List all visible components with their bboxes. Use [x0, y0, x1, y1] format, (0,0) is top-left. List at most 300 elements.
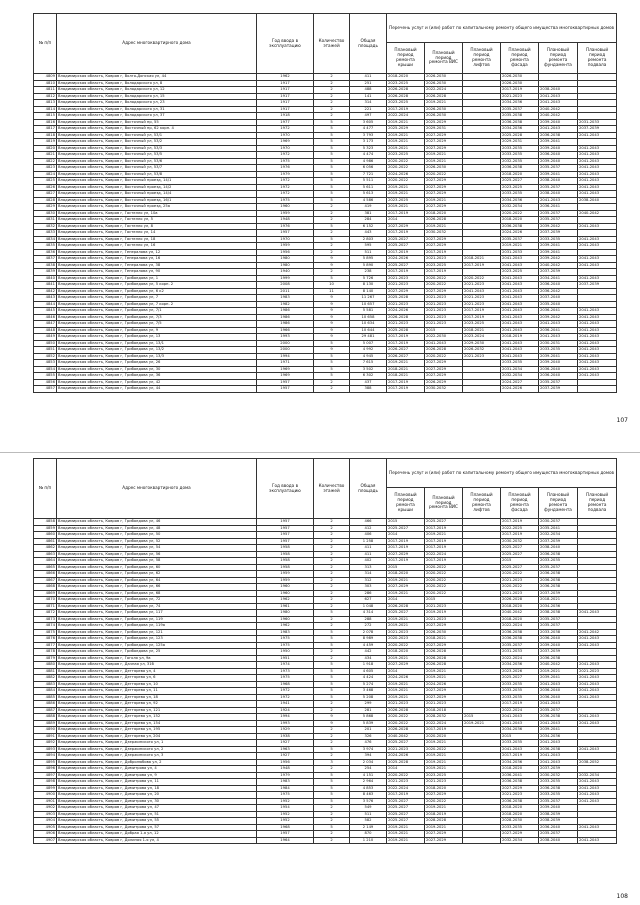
cell-year: 1970: [257, 132, 314, 139]
cell-foundation: 2035-2037: [539, 616, 578, 623]
cell-floors: 5: [314, 139, 350, 146]
cell-vis: 2026-2028: [425, 347, 463, 354]
cell-year: 1927: [257, 753, 314, 760]
cell-facade: 2018-2020: [501, 805, 539, 812]
cell-num: 4837: [34, 256, 57, 263]
cell-facade: 2041-2043: [501, 347, 539, 354]
cell-roof: 2023-2025: [387, 152, 425, 159]
cell-vis: 2021-2023: [425, 701, 463, 708]
cell-roof: 2026-2028: [387, 87, 425, 94]
cell-num: 4831: [34, 217, 57, 224]
cell-floors: 5: [314, 662, 350, 669]
cell-roof: 2014: [387, 217, 425, 224]
cell-basement: 2037-2039: [578, 126, 617, 133]
cell-foundation: 2036-2038: [539, 551, 578, 558]
header-basement: Плановый период ремонта подвала: [578, 488, 617, 519]
cell-lifts: 2017-2019: [463, 314, 501, 321]
cell-num: 4905: [34, 824, 57, 831]
cell-num: 4879: [34, 655, 57, 662]
cell-year: 1975: [257, 197, 314, 204]
cell-roof: 2019-2021: [387, 577, 425, 584]
cell-area: 5 274: [350, 681, 387, 688]
cell-foundation: 2041-2043: [539, 701, 578, 708]
cell-num: 4864: [34, 558, 57, 565]
cell-address: Владимирская область, Ковров г, Грибоедова ул, 121: [57, 629, 257, 636]
cell-address: Владимирская область, Ковров г, Дегтярева ул, 10: [57, 681, 257, 688]
cell-roof: 2025-2029: [387, 126, 425, 133]
cell-address: Владимирская область, Ковров г, Грибоедова ул, 13/1: [57, 340, 257, 347]
cell-floors: 2: [314, 386, 350, 393]
cell-address: Владимирская область, Ковров г, Грибоедова ул, 36: [57, 373, 257, 380]
cell-address: Владимирская область, Ковров г, Грибоедова ул, 13/2: [57, 347, 257, 354]
cell-roof: 2026-2028: [387, 93, 425, 100]
cell-facade: 2033-2035: [501, 145, 539, 152]
cell-area: 8 130: [350, 282, 387, 289]
cell-year: 1957: [257, 230, 314, 237]
cell-floors: 2: [314, 551, 350, 558]
cell-num: 4820: [34, 145, 57, 152]
cell-floors: 5: [314, 360, 350, 367]
cell-area: 288: [350, 616, 387, 623]
cell-address: Владимирская область, Ковров г, Грибоедова ул, 125а: [57, 642, 257, 649]
cell-address: Владимирская область, Ковров г, Грибоедова ул, 7 корп. 2: [57, 301, 257, 308]
cell-vis: 2025-2027: [425, 519, 463, 526]
header-year: Год ввода в эксплуатацию: [257, 459, 314, 519]
cell-address: Владимирская область, Ковров г, Грибоедова ул, 7/5: [57, 321, 257, 328]
cell-num: 4883: [34, 681, 57, 688]
cell-vis: 2027-2029: [425, 288, 463, 295]
cell-vis: 2026-2028: [425, 649, 463, 656]
cell-address: Владимирская область, Ковров г, Грибоедова ул, 72: [57, 597, 257, 604]
cell-facade: 2021-2023: [501, 792, 539, 799]
cell-year: 1970: [257, 236, 314, 243]
cell-address: Владимирская область, Ковров г, Восточный ул, 53/5: [57, 152, 257, 159]
cell-foundation: 2038-2040: [539, 191, 578, 198]
cell-foundation: 2036-2038: [539, 785, 578, 792]
cell-num: 4861: [34, 538, 57, 545]
cell-foundation: 2037-2040: [539, 295, 578, 302]
cell-roof: 2019-2021: [387, 688, 425, 695]
cell-facade: 2034-2036: [501, 126, 539, 133]
cell-address: Владимирская область, Ковров г, Восточный проезд, 14/4: [57, 191, 257, 198]
cell-year: 1958: [257, 551, 314, 558]
cell-roof: 2018-2021: [387, 373, 425, 380]
cell-floors: 9: [314, 295, 350, 302]
cell-roof: 2019-2021: [387, 831, 425, 838]
cell-vis: 2021-2023: [425, 308, 463, 315]
cell-basement: 2041-2043: [578, 720, 617, 727]
cell-address: Владимирская область, Ковров г, Грибоедова ул, 62: [57, 571, 257, 578]
cell-foundation: 2038-2040: [539, 178, 578, 185]
cell-foundation: 2034-2036: [539, 603, 578, 610]
cell-vis: 2018-2020: [425, 210, 463, 217]
cell-num: 4833: [34, 230, 57, 237]
cell-foundation: 2036-2038: [539, 714, 578, 721]
cell-area: 3 974: [350, 746, 387, 753]
cell-year: 1938: [257, 733, 314, 740]
cell-floors: 5: [314, 165, 350, 172]
cell-facade: 2032-2034: [501, 837, 539, 844]
cell-vis: 2021-2023: [425, 256, 463, 263]
cell-roof: 2027-2029: [387, 223, 425, 230]
cell-basement: 2041-2043: [578, 171, 617, 178]
cell-year: 1966: [257, 327, 314, 334]
cell-address: Владимирская область, Ковров г, Димитрова ул, 18: [57, 785, 257, 792]
cell-year: 1957: [257, 831, 314, 838]
cell-basement: 2040-2042: [578, 210, 617, 217]
cell-vis: 2019-2021: [425, 740, 463, 747]
cell-roof: 2021-2023: [387, 282, 425, 289]
cell-num: 4846: [34, 314, 57, 321]
cell-vis: 2026-2030: [425, 74, 463, 81]
cell-address: Владимирская область, Ковров г, Грибоедова ул, 74: [57, 603, 257, 610]
cell-roof: 2024-2026: [387, 171, 425, 178]
cell-year: 1960: [257, 584, 314, 591]
cell-area: 2 034: [350, 759, 387, 766]
cell-facade: 2032-2034: [501, 204, 539, 211]
cell-year: 1948: [257, 217, 314, 224]
cell-area: 201: [350, 727, 387, 734]
cell-floors: 9: [314, 334, 350, 341]
cell-address: Владимирская область, Ковров г, Грибоедова ул, 58: [57, 558, 257, 565]
cell-year: 1972: [257, 184, 314, 191]
cell-area: 5 839: [350, 720, 387, 727]
cell-vis: 2020-2022: [425, 798, 463, 805]
cell-vis: 2020-2022: [425, 577, 463, 584]
cell-roof: 2026-2028: [387, 314, 425, 321]
cell-floors: 5: [314, 366, 350, 373]
cell-area: 4 586: [350, 197, 387, 204]
cell-area: 497: [350, 113, 387, 120]
cell-vis: 2017-2019: [425, 249, 463, 256]
cell-roof: 2021-2023: [387, 301, 425, 308]
cell-address: Владимирская область, Ковров г, Грибоедова ул, 13: [57, 334, 257, 341]
cell-foundation: 2036-2042: [539, 288, 578, 295]
cell-vis: 2027-2029: [425, 831, 463, 838]
cell-basement: 2041-2043: [578, 792, 617, 799]
cell-num: 4814: [34, 106, 57, 113]
cell-roof: 2025-2027: [387, 805, 425, 812]
cell-foundation: 2035-2037: [539, 564, 578, 571]
cell-year: 1993: [257, 334, 314, 341]
cell-address: Владимирская область, Ковров г, Восточный ул, 53/2: [57, 139, 257, 146]
cell-floors: 2: [314, 584, 350, 591]
cell-num: 4872: [34, 610, 57, 617]
cell-facade: 2035-2037: [501, 236, 539, 243]
cell-basement: 2041-2043: [578, 837, 617, 844]
cell-area: 419: [350, 204, 387, 211]
cell-address: Владимирская область, Ковров г, Дегтярева ул, 4: [57, 668, 257, 675]
cell-roof: 2020-2022: [387, 158, 425, 165]
cell-floors: 5: [314, 824, 350, 831]
header-roof: Плановый период ремонта крыши: [387, 488, 425, 519]
cell-roof: 2025-2027: [387, 818, 425, 825]
cell-facade: 2041-2043: [501, 262, 539, 269]
cell-area: 412: [350, 525, 387, 532]
cell-roof: 2025-2028: [387, 327, 425, 334]
cell-roof: 2020-2022: [387, 642, 425, 649]
cell-num: 4901: [34, 798, 57, 805]
cell-floors: 5: [314, 636, 350, 643]
cell-year: 1974: [257, 662, 314, 669]
cell-num: 4821: [34, 152, 57, 159]
cell-area: 434: [350, 655, 387, 662]
cell-lifts: 2020-2022: [463, 275, 501, 282]
cell-foundation: 2039-2040: [539, 119, 578, 126]
cell-facade: 2017-2019: [501, 532, 539, 539]
cell-year: 1975: [257, 675, 314, 682]
cell-area: 4 314: [350, 610, 387, 617]
cell-year: 1962: [257, 74, 314, 81]
cell-roof: 2014: [387, 668, 425, 675]
header-work-group: Перечень услуг и (или) работ по капитальному ремонту общего имущества многоквартирных домов: [387, 459, 617, 488]
cell-foundation: 2041-2043: [539, 720, 578, 727]
cell-address: Владимирская область, Ковров г, Восточный проезд, 16/1: [57, 197, 257, 204]
cell-address: Владимирская область, Ковров г, Волго-Донская ул, 44: [57, 74, 257, 81]
cell-basement: 2041-2043: [578, 262, 617, 269]
cell-facade: 2024-2027: [501, 379, 539, 386]
cell-floors: 2: [314, 727, 350, 734]
cell-roof: 2023-2025: [387, 80, 425, 87]
cell-address: Владимирская область, Ковров г, Грибоедова ул, 119а: [57, 623, 257, 630]
cell-address: Владимирская область, Ковров г, Грибоедова ул, 48: [57, 525, 257, 532]
cell-num: 4877: [34, 642, 57, 649]
cell-area: 5 611: [350, 184, 387, 191]
cell-vis: 2027-2029: [425, 792, 463, 799]
cell-year: 1972: [257, 688, 314, 695]
cell-facade: 2030-2032: [501, 538, 539, 545]
cell-address: Владимирская область, Ковров г, Грибоедова ул, 7: [57, 295, 257, 302]
cell-facade: 2018-2019: [501, 334, 539, 341]
cell-floors: 2: [314, 837, 350, 844]
cell-facade: 2023-2026: [501, 668, 539, 675]
cell-address: Владимирская область, Ковров г, Грибоедова ул, 5 корп. 2: [57, 282, 257, 289]
cell-year: 1956: [257, 249, 314, 256]
cell-foundation: 2038-2039: [539, 811, 578, 818]
cell-area: 2 149: [350, 824, 387, 831]
cell-year: 1917: [257, 80, 314, 87]
cell-basement: 2041-2043: [578, 785, 617, 792]
header-facade: Плановый период ремонта фасада: [501, 43, 539, 74]
cell-roof: 2019-2021: [387, 145, 425, 152]
cell-area: 388: [350, 386, 387, 393]
cell-num: 4874: [34, 623, 57, 630]
cell-address: Владимирская область, Ковров г, Димитрова ул, 9: [57, 772, 257, 779]
cell-address: Владимирская область, Ковров г, Димитрова ул, 57: [57, 824, 257, 831]
header-floors: Количество этажей: [314, 459, 350, 519]
cell-facade: 2036-2038: [501, 798, 539, 805]
cell-facade: 2018-2020: [501, 217, 539, 224]
cell-basement: 2041-2043: [578, 360, 617, 367]
cell-facade: 2033-2035: [501, 681, 539, 688]
cell-num: 4810: [34, 80, 57, 87]
cell-facade: 2034-2036: [501, 100, 539, 107]
cell-floors: 5: [314, 197, 350, 204]
cell-area: 10 657: [350, 301, 387, 308]
cell-year: 1980: [257, 262, 314, 269]
cell-floors: 5: [314, 119, 350, 126]
cell-floors: 2: [314, 577, 350, 584]
cell-basement: 2041-2043: [578, 714, 617, 721]
cell-floors: 2: [314, 538, 350, 545]
cell-foundation: 2033-2035: [539, 558, 578, 565]
table-row: [34, 386, 617, 393]
cell-num: 4907: [34, 837, 57, 844]
cell-area: 314: [350, 571, 387, 578]
cell-vis: 2028-2032: [425, 714, 463, 721]
cell-floors: 2: [314, 519, 350, 526]
header-vis: Плановый период ремонта ВИС: [425, 488, 463, 519]
cell-num: 4885: [34, 694, 57, 701]
cell-vis: 2017-2019: [425, 545, 463, 552]
cell-facade: 2041-2043: [501, 275, 539, 282]
cell-roof: 2025-2027: [387, 236, 425, 243]
cell-num: 4903: [34, 811, 57, 818]
cell-floors: 9: [314, 720, 350, 727]
cell-floors: 3: [314, 759, 350, 766]
cell-num: 4819: [34, 139, 57, 146]
cell-area: 437: [350, 379, 387, 386]
cell-foundation: 2036-2038: [539, 584, 578, 591]
register-page-2: [0, 453, 640, 905]
cell-foundation: 2037-2039: [539, 766, 578, 773]
cell-roof: 2017-2019: [387, 210, 425, 217]
cell-foundation: 2039-2040: [539, 805, 578, 812]
cell-foundation: 2039-2041: [539, 675, 578, 682]
cell-facade: 2022-2024: [501, 655, 539, 662]
cell-address: Владимирская область, Ковров г, Генералова ул, 90: [57, 269, 257, 276]
cell-facade: 2029-2031: [501, 139, 539, 146]
cell-area: 466: [350, 519, 387, 526]
cell-address: Владимирская область, Ковров г, Грибоедова ул, 46: [57, 519, 257, 526]
cell-address: Владимирская область, Ковров г, Дзержинского ул, 3: [57, 753, 257, 760]
cell-foundation: 2041-2043: [539, 740, 578, 747]
cell-year: 1972: [257, 694, 314, 701]
cell-num: 4826: [34, 184, 57, 191]
cell-year: 1979: [257, 772, 314, 779]
cell-vis: 2021-2023: [425, 603, 463, 610]
cell-facade: 2041-2043: [501, 314, 539, 321]
cell-address: Владимирская область, Ковров г, Дегтярева ул, 18: [57, 694, 257, 701]
cell-facade: 2036-2038: [501, 119, 539, 126]
cell-floors: 5: [314, 772, 350, 779]
cell-vis: 2020-2020: [425, 733, 463, 740]
cell-area: 511: [350, 811, 387, 818]
cell-num: 4824: [34, 171, 57, 178]
cell-facade: 2025-2027: [501, 545, 539, 552]
cell-foundation: 2035-2037: [539, 379, 578, 386]
cell-foundation: 2039-2041: [539, 243, 578, 250]
cell-floors: 5: [314, 668, 350, 675]
cell-foundation: 2037-2039: [539, 649, 578, 656]
cell-foundation: 2040-2042: [539, 106, 578, 113]
cell-num: 4867: [34, 577, 57, 584]
cell-num: 4894: [34, 753, 57, 760]
cell-roof: 2018-2020: [387, 649, 425, 656]
cell-num: 4858: [34, 519, 57, 526]
cell-roof: 2018-2020: [387, 74, 425, 81]
cell-num: 4873: [34, 616, 57, 623]
cell-num: 4835: [34, 243, 57, 250]
cell-vis: 2026-2030: [425, 165, 463, 172]
cell-vis: 2017-2019: [425, 727, 463, 734]
cell-floors: 2: [314, 106, 350, 113]
cell-year: 1960: [257, 204, 314, 211]
cell-roof: 2017-2019: [387, 230, 425, 237]
cell-vis: 2019-2021: [425, 158, 463, 165]
cell-roof: 2020-2022: [387, 720, 425, 727]
cell-foundation: 2033-2038: [539, 629, 578, 636]
cell-foundation: 2039-2042: [539, 314, 578, 321]
cell-year: 1970: [257, 145, 314, 152]
cell-vis: 2027-2029: [425, 236, 463, 243]
cell-roof: 2026-2028: [387, 603, 425, 610]
cell-address: Владимирская область, Ковров г, Дегтярева ул, 204: [57, 733, 257, 740]
cell-area: 4 945: [350, 353, 387, 360]
cell-address: Владимирская область, Ковров г, Гоголя ул, 9а: [57, 655, 257, 662]
cell-foundation: 2033-2035: [539, 779, 578, 786]
cell-address: Владимирская область, Ковров г, Восточный пр, 62 корп. 4: [57, 126, 257, 133]
cell-vis: 2022-2030: [425, 334, 463, 341]
cell-foundation: 2035-2037: [539, 165, 578, 172]
cell-foundation: 2033-2035: [539, 347, 578, 354]
cell-floors: 5: [314, 798, 350, 805]
cell-area: 6 056: [350, 165, 387, 172]
register-table: [33, 458, 617, 844]
cell-floors: 5: [314, 642, 350, 649]
cell-year: 1917: [257, 106, 314, 113]
cell-floors: 2: [314, 616, 350, 623]
cell-floors: 2: [314, 80, 350, 87]
cell-area: 4 474: [350, 152, 387, 159]
cell-facade: 2041-2043: [501, 256, 539, 263]
cell-vis: 2015: [425, 597, 463, 604]
cell-floors: 5: [314, 223, 350, 230]
cell-num: 4828: [34, 197, 57, 204]
cell-roof: 2024-2026: [387, 753, 425, 760]
cell-year: 1960: [257, 616, 314, 623]
cell-roof: 2025-2027: [387, 811, 425, 818]
cell-facade: 2041-2043: [501, 714, 539, 721]
cell-area: 10 634: [350, 321, 387, 328]
cell-floors: 2: [314, 701, 350, 708]
cell-foundation: 2041-2043: [539, 759, 578, 766]
cell-foundation: 2038-2038: [539, 610, 578, 617]
cell-floors: 2: [314, 558, 350, 565]
cell-address: Владимирская область, Ковров г, Восточный пр, 55: [57, 119, 257, 126]
cell-roof: 2017-2019: [387, 340, 425, 347]
cell-address: Владимирская область, Ковров г, Дзержинского ул, 1: [57, 740, 257, 747]
cell-facade: 2041-2043: [501, 288, 539, 295]
cell-vis: 2020-2022: [425, 353, 463, 360]
cell-roof: 2017-2019: [387, 334, 425, 341]
cell-num: 4884: [34, 688, 57, 695]
cell-basement: 2038-2040: [578, 197, 617, 204]
cell-roof: 2019-2021: [387, 655, 425, 662]
cell-floors: 5: [314, 275, 350, 282]
cell-num: 4855: [34, 373, 57, 380]
cell-facade: 2020-2022: [501, 210, 539, 217]
cell-roof: 2019-2021: [387, 694, 425, 701]
cell-num: 4868: [34, 584, 57, 591]
cell-num: 4906: [34, 831, 57, 838]
cell-roof: 2026-2027: [387, 353, 425, 360]
cell-num: 4841: [34, 282, 57, 289]
cell-facade: 2027-2029: [501, 831, 539, 838]
cell-floors: 5: [314, 688, 350, 695]
cell-facade: 2036-2038: [501, 629, 539, 636]
cell-foundation: 2036-2038: [539, 577, 578, 584]
